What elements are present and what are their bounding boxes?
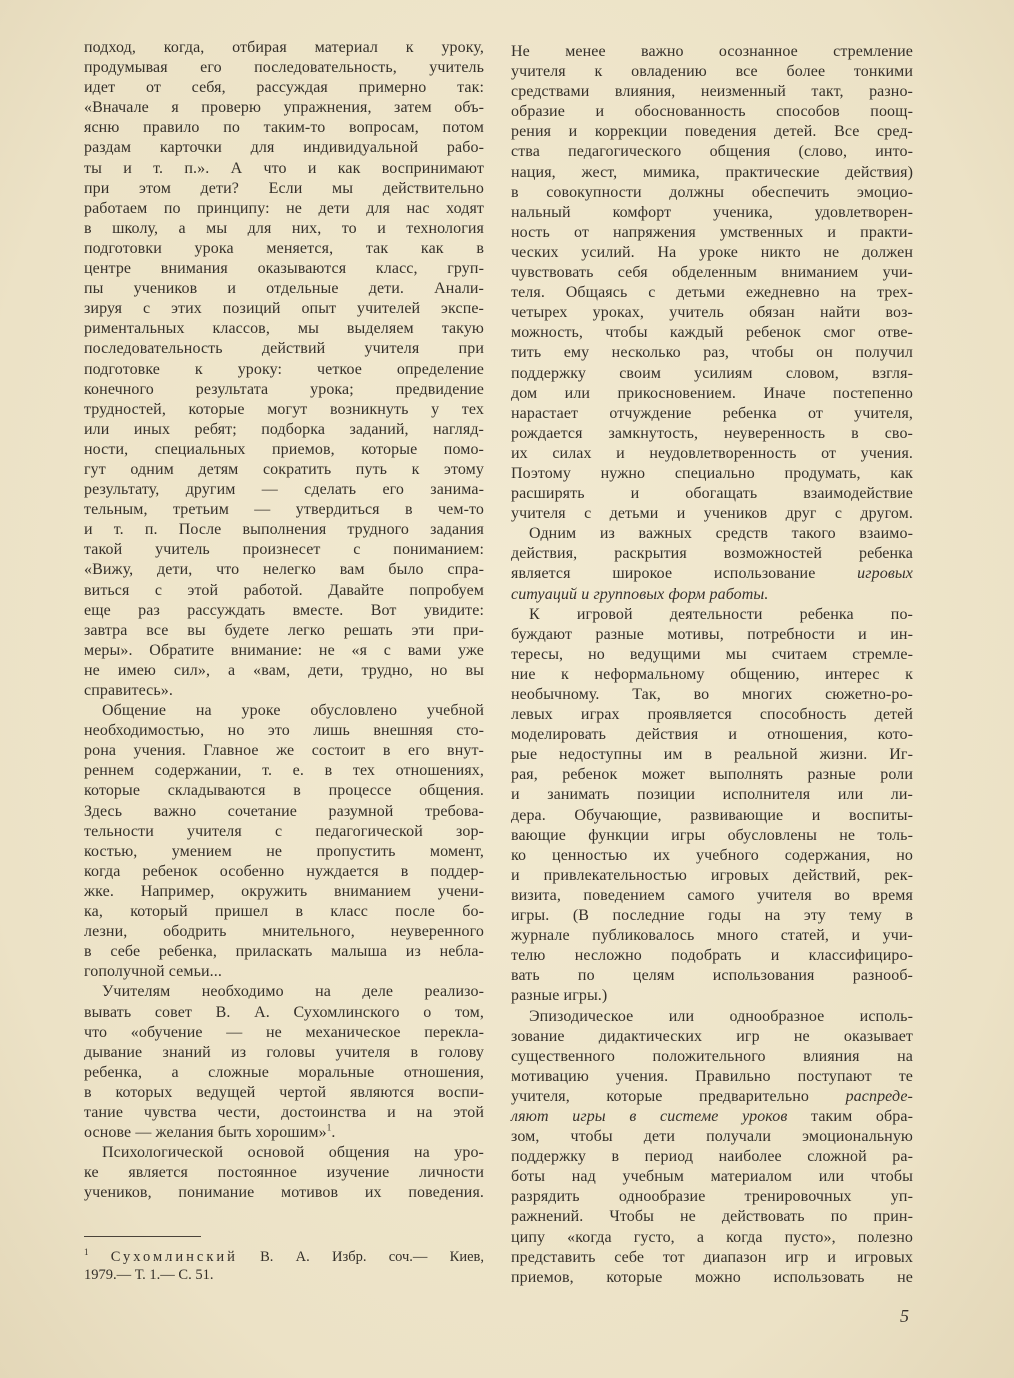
text-segment: продумывая его последовательность, учитель — [84, 59, 484, 77]
text-line — [84, 902, 484, 922]
text-segment: реннем содержании, т. е. в тех отношениях, — [84, 762, 484, 780]
text-segment: Эпизодическое или однообразное исполь- — [529, 1007, 913, 1025]
text-line — [84, 661, 484, 681]
text-segment: нарастает отчуждение ребенка от учителя, — [511, 404, 913, 422]
text-segment: завтра все вы будете легко решать эти при- — [84, 621, 484, 639]
text-segment: пы учеников и отдельные дети. Анали- — [84, 280, 484, 298]
text-segment: лезни, ободрить мнительного, неуверенного — [84, 923, 484, 941]
text-segment: тересы, но ведущими мы считаем стремле- — [511, 645, 913, 663]
text-line — [84, 882, 484, 902]
text-segment: теля. Общаясь с детьми ежедневно на трех- — [511, 284, 913, 302]
text-line — [511, 926, 913, 946]
text-line — [511, 986, 913, 1006]
text-segment: ние к неформальному общению, интерес к — [511, 665, 913, 683]
paragraph — [84, 701, 484, 982]
text-segment: расширять и обогащать взаимодействие — [511, 485, 913, 503]
text-segment: учеников, понимание мотивов их поведения. — [84, 1184, 484, 1202]
text-segment: Не менее важно осознанное стремление — [511, 43, 913, 60]
text-segment: зируя с этих позиций опыт учителей экспе- — [84, 300, 484, 318]
text-segment: «Вижу, дети, что нелегко вам было спра- — [84, 561, 484, 579]
text-segment: разрядить однообразие тренировочных уп- — [511, 1188, 913, 1206]
text-segment: ке является постоянное изучение личности — [84, 1164, 484, 1182]
text-line — [511, 605, 913, 625]
text-segment: чувствовать себя обделенным вниманием учи- — [511, 264, 913, 282]
text-line — [84, 339, 484, 359]
footnote-divider — [84, 1236, 201, 1237]
text-line — [84, 681, 484, 701]
text-line — [511, 886, 913, 906]
text-line — [511, 283, 913, 303]
text-segment: гут одним детям сократить путь к этому — [84, 460, 484, 478]
text-line — [511, 745, 913, 765]
text-segment: виться с этой работой. Давайте попробуем — [84, 581, 484, 599]
text-segment: жке. Например, окружить вниманием учени- — [84, 882, 484, 900]
text-segment: ческих усилий. На уроке никто не должен — [511, 243, 913, 261]
text-segment: рая, ребенок может выполнять разные роли — [511, 766, 913, 784]
text-segment: можность, чтобы каждый ребенок смог отве- — [511, 324, 913, 342]
text-line — [511, 424, 913, 444]
text-line — [511, 765, 913, 785]
text-segment: ности, специальных приемов, которые помо- — [84, 440, 484, 458]
text-line — [84, 761, 484, 781]
text-segment: или иных ребят; подборка заданий, нагляд- — [84, 420, 484, 438]
text-segment: необычному. Так, во многих сюжетно-ро- — [511, 686, 913, 703]
text-segment: журнале публиковалось много статей, и учи- — [511, 927, 913, 945]
text-segment: подготовке к уроку: четкое определение — [84, 360, 484, 378]
text-segment: учителя к овладению все более тонкими — [511, 63, 913, 81]
italic-text: игровых — [857, 565, 913, 583]
text-segment: ко ценностью их учебного содержания, но — [511, 846, 913, 864]
text-segment: является широкое использование — [511, 565, 858, 583]
text-segment: визита, поведением самого учителя во время — [511, 886, 913, 904]
text-segment: Одним из важных средств такого взаимо- — [529, 525, 913, 543]
text-segment: левых играх проявляется способность детей — [511, 706, 913, 724]
text-line — [511, 142, 913, 162]
text-line — [511, 806, 913, 826]
footnote-line-1 — [84, 1248, 484, 1266]
text-segment: дывание знаний из головы учителя в голову — [84, 1043, 484, 1061]
text-line — [84, 802, 484, 822]
text-line — [84, 982, 484, 1002]
text-segment: четырех уроках, учитель обязан найти воз- — [511, 304, 913, 322]
italic-text: распреде- — [845, 1087, 913, 1105]
text-line — [84, 1023, 484, 1043]
text-segment: учителя с детьми и учеников друг с другом. — [511, 505, 913, 523]
text-line — [511, 1107, 913, 1127]
text-segment: ясню правило по таким-то вопросам, потом — [84, 119, 484, 137]
text-line — [511, 223, 913, 243]
text-segment: основе — желания быть хорошим» — [84, 1124, 327, 1142]
text-line — [511, 725, 913, 745]
text-line — [84, 159, 484, 179]
text-line — [84, 500, 484, 520]
text-segment: подход, когда, отбирая материал к уроку, — [84, 39, 484, 56]
text-segment: идет от себя, рассуждая примерно так: — [84, 79, 484, 97]
text-line — [511, 203, 913, 223]
text-line — [84, 842, 484, 862]
text-line — [511, 42, 913, 62]
text-segment: трудностей, которые могут возникнуть у тех — [84, 400, 484, 418]
paragraph — [84, 1143, 484, 1203]
text-line — [511, 946, 913, 966]
text-line — [84, 219, 484, 239]
text-line — [84, 98, 484, 118]
text-line — [511, 705, 913, 725]
text-segment: необходимостью, но это лишь внешняя сто- — [84, 722, 484, 740]
text-line — [84, 460, 484, 480]
text-line — [84, 721, 484, 741]
italic-text: ляют игры в системе уроков — [511, 1107, 788, 1125]
text-line — [84, 380, 484, 400]
text-line — [84, 420, 484, 440]
text-line — [511, 62, 913, 82]
text-segment: Общение на уроке обусловлено учебной — [102, 702, 484, 720]
text-line — [84, 581, 484, 601]
text-line — [84, 1103, 484, 1123]
text-line — [511, 544, 913, 564]
text-segment: рождается замкнутость, неуверенность в сво- — [511, 424, 913, 442]
text-line — [511, 102, 913, 122]
text-segment: образие и обоснованность способов поощ- — [511, 103, 913, 121]
text-line — [84, 138, 484, 158]
text-segment: в себе ребенка, приласкать малыша из небла- — [84, 943, 484, 961]
text-line — [84, 621, 484, 641]
text-segment: ты и т. п.». А что и как воспринимают — [84, 159, 484, 177]
text-line — [84, 1123, 484, 1143]
text-line — [84, 360, 484, 380]
text-segment: справитесь». — [84, 682, 173, 699]
text-segment: результату, другим — сделать его занима- — [84, 481, 484, 499]
text-segment: ства педагогического общения (слово, инто- — [511, 143, 913, 161]
text-line — [511, 866, 913, 886]
footnote-reference: 1 — [326, 1122, 332, 1133]
text-line — [511, 665, 913, 685]
text-line — [511, 1087, 913, 1107]
text-segment: ражнений. Чтобы не действовать по прин- — [511, 1208, 913, 1226]
paragraph — [84, 38, 484, 701]
text-line — [511, 1127, 913, 1147]
text-segment: и привлекательностью игровых действий, рек- — [511, 866, 913, 884]
text-segment: ка, который пришел в класс после бо- — [84, 903, 484, 921]
text-segment: представить себе тот диапазон игр и игровых — [511, 1248, 913, 1266]
text-line — [511, 585, 913, 605]
text-segment: работаем по принципу: не дети для нас ходят — [84, 199, 484, 217]
text-segment: и занимать позиции исполнителя или ли- — [511, 786, 913, 804]
text-segment: которые складываются в процессе общения. — [84, 782, 484, 800]
text-segment: нальный комфорт ученика, удовлетворен- — [511, 203, 913, 221]
text-line — [84, 822, 484, 842]
text-segment: поддержку своим усилиям словом, взгля- — [511, 364, 913, 382]
text-line — [511, 444, 913, 464]
text-line — [84, 299, 484, 319]
text-line — [84, 1183, 484, 1203]
text-segment: существенного положительного влияния на — [511, 1047, 913, 1065]
text-line — [84, 540, 484, 560]
text-line — [84, 440, 484, 460]
text-segment: зом, чтобы дети получали эмоциональную — [511, 1128, 913, 1146]
text-segment: игры. (В последние годы на эту тему в — [511, 907, 913, 925]
text-segment: еще раз рассуждать вместе. Вот увидите: — [84, 601, 484, 619]
text-line — [511, 163, 913, 183]
footnote-source: В. А. Избр. соч.— Киев, — [260, 1249, 484, 1265]
text-line — [84, 400, 484, 420]
text-segment: поддержку в период наиболее сложной ра- — [511, 1148, 913, 1166]
text-segment: подготовки урока меняется, так как в — [84, 239, 484, 257]
text-line — [511, 1167, 913, 1187]
text-segment: таким обра- — [787, 1107, 913, 1125]
text-segment: центре внимания оказываются класс, груп- — [84, 260, 484, 278]
text-segment: телю несложно подобрать и классифициро- — [511, 947, 913, 965]
italic-text: ситуаций и групповых форм работы. — [511, 585, 769, 603]
text-segment: моделировать действия и отношения, кото- — [511, 726, 913, 744]
text-line — [511, 1027, 913, 1047]
text-line — [511, 464, 913, 484]
text-line — [84, 1063, 484, 1083]
text-segment: когда ребенок особенно нуждается в поддер- — [84, 862, 484, 880]
text-line — [511, 826, 913, 846]
text-line — [84, 118, 484, 138]
text-line — [84, 1043, 484, 1063]
text-line — [511, 303, 913, 323]
text-segment: раздам карточки для индивидуальной рабо- — [84, 139, 484, 157]
footnote-author: Сухомлинский — [110, 1249, 238, 1265]
text-line — [511, 484, 913, 504]
text-segment: конечного результата урока; предвидение — [84, 380, 484, 398]
text-segment: такой учитель произнесет с пониманием: — [84, 541, 484, 559]
text-segment: тельности учителя с педагогической зор- — [84, 822, 484, 840]
text-line — [84, 1163, 484, 1183]
text-line — [84, 78, 484, 98]
text-segment: гополучной семьи... — [84, 963, 222, 981]
text-line — [511, 323, 913, 343]
text-line — [84, 1143, 484, 1163]
text-line — [84, 199, 484, 219]
text-segment: тание чувства чести, достоинства и на этой — [84, 1103, 484, 1121]
text-line — [84, 781, 484, 801]
text-line — [511, 404, 913, 424]
text-segment: Здесь важно сочетание разумной требова- — [84, 802, 484, 820]
text-segment: в школу, а мы для них, то и технология — [84, 219, 484, 237]
text-line — [84, 480, 484, 500]
text-line — [511, 1228, 913, 1248]
text-segment: последовательность действий учителя при — [84, 340, 484, 358]
text-segment: «Вначале я проверю упражнения, затем объ- — [84, 99, 484, 117]
text-segment: действия, раскрытия возможностей ребенка — [511, 545, 913, 563]
footnote-line-2: 1979.— Т. 1.— С. 51. — [84, 1267, 214, 1283]
text-segment: дом или прикосновением. Иначе постепенно — [511, 384, 913, 402]
text-line — [511, 966, 913, 986]
text-segment: костью, умением не пропустить момент, — [84, 842, 484, 860]
text-line — [84, 179, 484, 199]
right-column — [511, 42, 913, 1288]
paragraph — [511, 524, 913, 604]
text-segment: мотивацию учения. Правильно поступают те — [511, 1067, 913, 1085]
text-segment: рения и коррекции поведения детей. Все сред- — [511, 123, 913, 141]
text-segment: боты над учебным материалом или чтобы — [511, 1168, 913, 1186]
text-segment: в которых ведущей чертой являются воспи- — [84, 1083, 484, 1101]
text-line — [84, 862, 484, 882]
text-segment: их силах и неудовлетворенность от учения. — [511, 444, 913, 462]
text-line — [84, 560, 484, 580]
text-line — [511, 343, 913, 363]
text-segment: тельным, третьим — утвердиться в чем-то — [84, 501, 484, 519]
text-line — [84, 1083, 484, 1103]
text-line — [84, 319, 484, 339]
text-segment: Психологической основой общения на уро- — [102, 1144, 484, 1162]
text-line — [511, 645, 913, 665]
text-line — [511, 524, 913, 544]
text-line — [511, 846, 913, 866]
text-segment: Поэтому нужно специально продумать, как — [511, 464, 913, 482]
text-segment: ципу «когда густо, а когда пусто», полезно — [511, 1228, 913, 1246]
text-line — [511, 364, 913, 384]
text-line — [84, 922, 484, 942]
text-segment: что «обучение — не механическое перекла- — [84, 1023, 484, 1041]
text-line — [511, 1207, 913, 1227]
text-line — [84, 38, 484, 58]
page-number: 5 — [900, 1306, 909, 1326]
text-line — [511, 564, 913, 584]
text-segment: и т. п. После выполнения трудного задания — [84, 521, 484, 539]
text-line — [511, 625, 913, 645]
text-line — [84, 641, 484, 661]
text-line — [511, 1007, 913, 1027]
paragraph — [511, 42, 913, 524]
text-line — [84, 741, 484, 761]
text-segment: ребенка, а сложные моральные отношения, — [84, 1063, 484, 1081]
text-line — [511, 1187, 913, 1207]
text-line — [511, 82, 913, 102]
text-segment: . — [331, 1124, 336, 1142]
text-line — [511, 685, 913, 705]
footnote — [84, 1248, 484, 1284]
text-line — [511, 384, 913, 404]
text-line — [84, 239, 484, 259]
paragraph — [511, 1007, 913, 1288]
text-line — [511, 263, 913, 283]
text-segment: средствами влияния, неизменный такт, разно- — [511, 83, 913, 101]
text-segment: зование дидактических игр не оказывает — [511, 1027, 913, 1045]
text-line — [84, 259, 484, 279]
text-line — [511, 1067, 913, 1087]
text-segment: при этом дети? Если мы действительно — [84, 179, 484, 197]
text-segment: приемов, которые можно использовать не — [511, 1268, 913, 1286]
text-line — [511, 122, 913, 142]
text-line — [511, 785, 913, 805]
text-segment: меры». Обратите внимание: не «я с вами уже — [84, 641, 484, 659]
text-line — [84, 942, 484, 962]
text-segment: учителя, которые предварительно — [511, 1087, 846, 1105]
text-segment: ность от напряжения умственных и практи- — [511, 223, 913, 241]
text-segment: вывать совет В. А. Сухомлинского о том, — [84, 1003, 484, 1021]
text-segment: вать по целям использования разнооб- — [511, 967, 913, 985]
text-segment: К игровой деятельности ребенка по- — [529, 605, 913, 623]
text-line — [84, 601, 484, 621]
text-segment: вающие функции игры обусловлены не толь- — [511, 826, 913, 844]
footnote-marker: 1 — [84, 1247, 89, 1258]
text-segment: не имею сил», а «вам, дети, трудно, но вы — [84, 661, 484, 679]
text-line — [511, 1047, 913, 1067]
text-line — [511, 1268, 913, 1288]
text-line — [84, 279, 484, 299]
text-segment: буждают разные мотивы, потребности и ин- — [511, 625, 913, 643]
text-segment: Учителям необходимо на деле реализо- — [102, 983, 484, 1001]
text-segment: рые недоступны им в реальной жизни. Иг- — [511, 746, 913, 764]
text-segment: дера. Обучающие, развивающие и воспиты- — [511, 806, 913, 824]
text-segment: нация, жест, мимика, практические действия) — [511, 163, 913, 181]
text-segment: разные игры.) — [511, 987, 608, 1005]
text-line — [84, 520, 484, 540]
text-line — [84, 1003, 484, 1023]
text-line — [84, 701, 484, 721]
left-column — [84, 38, 484, 1203]
text-line — [511, 1248, 913, 1268]
text-segment: риментальных классов, мы выделяем такую — [84, 320, 484, 338]
paragraph — [511, 605, 913, 1007]
text-line — [511, 183, 913, 203]
text-segment: рона учения. Главное же состоит в его внут- — [84, 742, 484, 760]
paragraph — [84, 982, 484, 1143]
text-line — [511, 1147, 913, 1167]
text-line — [511, 906, 913, 926]
text-line — [84, 962, 484, 982]
text-segment: тить ему несколько раз, чтобы он получил — [511, 344, 913, 362]
text-segment: в совокупности должны обеспечить эмоцио- — [511, 183, 913, 201]
text-line — [84, 58, 484, 78]
text-line — [511, 243, 913, 263]
text-line — [511, 504, 913, 524]
